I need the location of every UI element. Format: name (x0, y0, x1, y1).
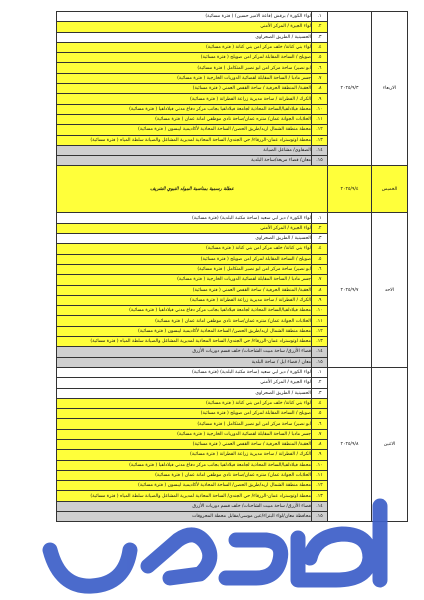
location-cell: محطة اوتوستراد عمان-الزرقاء/ حي الجندي/ الساحة المحاذية لمديرية المشاغل والصيانة سلطة المياه ( فترة مسائية) (57, 337, 312, 347)
row-number-cell: .١٥ (312, 156, 328, 166)
row-number-cell: .٤ (312, 244, 328, 254)
table-row (57, 213, 408, 223)
row-number-cell: .١١ (312, 470, 328, 480)
row-number-cell: .١٣ (312, 135, 328, 145)
location-cell: الكرك / الفطرانة / ساحة مديرية زراعة الفطرانة ( فترة مسائية) (57, 94, 312, 104)
location-cell: ابو نصير/ ساحة مركز امن ابو نصير المتكامل ( فترة مسائية) (57, 63, 312, 73)
date-cell: ٢٠٢٥/٩/٤ (328, 166, 372, 213)
holiday-text: عطلة رسمية بمناسبة المولد النبوي الشريف (57, 166, 328, 213)
location-cell: ابو نصير/ ساحة مركز امن ابو نصير المتكامل ( فترة مسائية) (57, 419, 312, 429)
location-cell: الحسينية / الطريق الصحراوي (57, 234, 312, 244)
location-cell: محافظة معان/لواء البتراء/عين موسى/مقابل محطة المحروقات (57, 512, 312, 522)
row-number-cell: .١١ (312, 316, 328, 326)
location-cell: محطة فيلادلفيا/الساحة المحاذية لجامعة فيلادلفيا بجانب مركز دفاع مدني فيلادلفيا ( فترة مسائية) (57, 104, 312, 114)
location-cell: جسر مادبا / الساحة المقابلة لقضائية الدوريات الخارجية ( فترة مسائية) (57, 73, 312, 83)
date-cell: ٢٠٢٥/٩/٨ (328, 367, 372, 521)
location-cell: قضاء الأزرق/ ساحة مبيت الشاحنات/ خلف قسم دوريات الأزرق (57, 347, 312, 357)
location-cell: العقبة/ المنطقة الحرفية / ساحة القفص العمني ( فترة مسائية) (57, 84, 312, 94)
row-number-cell: .٦ (312, 63, 328, 73)
row-number-cell: .٧ (312, 275, 328, 285)
location-cell: معان / قضاء ايل / ساحة البلدية (57, 357, 312, 367)
row-number-cell: .٨ (312, 285, 328, 295)
location-cell: الكرك / الفطرانة / ساحة مديرية زراعة الفطرانة ( فترة مسائية) (57, 295, 312, 305)
location-cell: الحسينية / الطريق الصحراوي (57, 388, 312, 398)
location-cell: العقبة/ المنطقة الحرفية / ساحة القفص العمني ( فترة مسائية) (57, 285, 312, 295)
row-number-cell: .١٠ (312, 104, 328, 114)
location-cell: صويلح / الساحة المقابلة لمركز امن صويلح ( فترة مسائية) (57, 254, 312, 264)
table-row (57, 367, 408, 377)
location-cell: جسر مادبا / الساحة المقابلة لقضائية الدوريات الخارجية ( فترة مسائية) (57, 275, 312, 285)
row-number-cell: .٩ (312, 94, 328, 104)
row-number-cell: .٢ (312, 378, 328, 388)
row-number-cell: .٨ (312, 84, 328, 94)
location-cell: الحسينية / الطريق الصحراوي (57, 32, 312, 42)
location-cell: لواء بني كنانة/ خلف مركز امن بني كنانة ( فترة مسائية) (57, 244, 312, 254)
table-row (57, 12, 408, 22)
location-cell: لواء الجيزة / المركز الأمني (57, 223, 312, 233)
row-number-cell: .٥ (312, 254, 328, 264)
row-number-cell: .١٤ (312, 347, 328, 357)
row-number-cell: .١٤ (312, 501, 328, 511)
location-cell: ابو نصير/ ساحة مركز امن ابو نصير المتكامل ( فترة مسائية) (57, 264, 312, 274)
location-cell: الكرك / الفطرانة / ساحة مديرية زراعة الفطرانة ( فترة مسائية) (57, 450, 312, 460)
row-number-cell: .٦ (312, 419, 328, 429)
row-number-cell: .٤ (312, 398, 328, 408)
location-cell: محطة منطقة الشمال اربد/طريق الحصن/ الساحة المحاذية لأكاديمية ايبسون ( فترة مسائية) (57, 125, 312, 135)
row-number-cell: .١٠ (312, 460, 328, 470)
row-number-cell: .٤ (312, 42, 328, 52)
row-number-cell: .١٢ (312, 326, 328, 336)
location-cell: محطة منطقة الشمال اربد/طريق الحصن/ الساحة المحاذية لأكاديمية ايبسون ( فترة مسائية) (57, 326, 312, 336)
schedule-body (57, 12, 408, 522)
row-number-cell: .٩ (312, 450, 328, 460)
row-number-cell: .١٥ (312, 357, 328, 367)
schedule-table (56, 11, 408, 522)
location-cell: صويلح / الساحة المقابلة لمركز امن صويلح ( فترة مسائية) (57, 409, 312, 419)
row-number-cell: .٢ (312, 22, 328, 32)
location-cell: معان/ قضاء مريغة/ساحة البلدية (57, 156, 312, 166)
day-cell: الخميس (372, 166, 408, 213)
row-number-cell: .١ (312, 213, 328, 223)
location-cell: محطة اوتوستراد عمان-الزرقاء/ حي الجندي/ الساحة المحاذية لمديرية المشاغل والصيانة سلطة المياه ( فترة مسائية) (57, 491, 312, 501)
row-number-cell: .٣ (312, 32, 328, 42)
row-number-cell: .١٢ (312, 125, 328, 135)
location-cell: لواء الكورة / دير ابي سعيد (ساحة مكتبة البلدية) (فترة مسائية) (57, 367, 312, 377)
location-cell: لواء الجيزة / المركز الأمني (57, 22, 312, 32)
location-cell: الصفاوي/ مشاغل الصيانة (57, 145, 312, 155)
location-cell: لواء بني كنانة/ خلف مركز امن بني كنانة ( فترة مسائية) (57, 398, 312, 408)
location-cell: لواء بني كنانة/ خلف مركز امن بني كنانة ( فترة مسائية) (57, 42, 312, 52)
location-cell: محطة منطقة الشمال اربد/طريق الحصن/ الساحة المحاذية لأكاديمية ايبسون ( فترة مسائية) (57, 481, 312, 491)
holiday-row (57, 166, 408, 213)
location-cell: لواء الجيزة / المركز الأمني (57, 378, 312, 388)
row-number-cell: .١٤ (312, 145, 328, 155)
row-number-cell: .٥ (312, 409, 328, 419)
location-cell: جسر مادبا / الساحة المقابلة لقضائية الدوريات الخارجية ( فترة مسائية) (57, 429, 312, 439)
row-number-cell: .٣ (312, 234, 328, 244)
row-number-cell: .١٣ (312, 337, 328, 347)
row-number-cell: .٨ (312, 439, 328, 449)
day-cell: الاحد (372, 213, 408, 367)
row-number-cell: .٥ (312, 53, 328, 63)
row-number-cell: .١٣ (312, 491, 328, 501)
location-cell: الحلابات الجوانة عمان/ منتزه عمان/ساحة نادي موظفي امانة عمان ( فترة مسائية) (57, 470, 312, 480)
row-number-cell: .٦ (312, 264, 328, 274)
location-cell: العقبة/ المنطقة الحرفية / ساحة القفص العمني ( فترة مسائية) (57, 439, 312, 449)
day-cell: الاثنين (372, 367, 408, 521)
row-number-cell: .٩ (312, 295, 328, 305)
location-cell: صويلح / الساحة المقابلة لمركز امن صويلح ( فترة مسائية) (57, 53, 312, 63)
row-number-cell: .٣ (312, 388, 328, 398)
row-number-cell: .١ (312, 12, 328, 22)
row-number-cell: .١١ (312, 114, 328, 124)
location-cell: الحلابات الجوانة عمان/ منتزه عمان/ساحة نادي موظفي امانة عمان ( فترة مسائية) (57, 114, 312, 124)
location-cell: الحلابات الجوانة عمان/ منتزه عمان/ساحة نادي موظفي امانة عمان ( فترة مسائية) (57, 316, 312, 326)
row-number-cell: .٧ (312, 73, 328, 83)
row-number-cell: .١ (312, 367, 328, 377)
day-cell: الاربعاء (372, 12, 408, 166)
date-cell: ٢٠٢٥/٩/٣ (328, 12, 372, 166)
row-number-cell: .١٢ (312, 481, 328, 491)
row-number-cell: .٧ (312, 429, 328, 439)
location-cell: لواء الكورة / برقش (قاعة الامير حسين) ( فترة مسائية) (57, 12, 312, 22)
location-cell: لواء الكورة / دير ابي سعيد (ساحة مكتبة البلدية) (فترة مسائية) (57, 213, 312, 223)
row-number-cell: .٢ (312, 223, 328, 233)
row-number-cell: .١٥ (312, 512, 328, 522)
location-cell: قضاء الأزرق/ ساحة مبيت الشاحنات/ خلف قسم دوريات الأزرق (57, 501, 312, 511)
date-cell: ٢٠٢٥/٩/٧ (328, 213, 372, 367)
location-cell: محطة فيلادلفيا/الساحة المحاذية لجامعة فيلادلفيا بجانب مركز دفاع مدني فيلادلفيا ( فترة مسائية) (57, 460, 312, 470)
location-cell: محطة اوتوستراد عمان-الزرقاء/ حي الجندي/ الساحة المحاذية لمديرية المشاغل والصيانة سلطة المياه ( فترة مسائية) (57, 135, 312, 145)
row-number-cell: .١٠ (312, 306, 328, 316)
location-cell: محطة فيلادلفيا/الساحة المحاذية لجامعة فيلادلفيا بجانب مركز دفاع مدني فيلادلفيا ( فترة مسائية) (57, 306, 312, 316)
